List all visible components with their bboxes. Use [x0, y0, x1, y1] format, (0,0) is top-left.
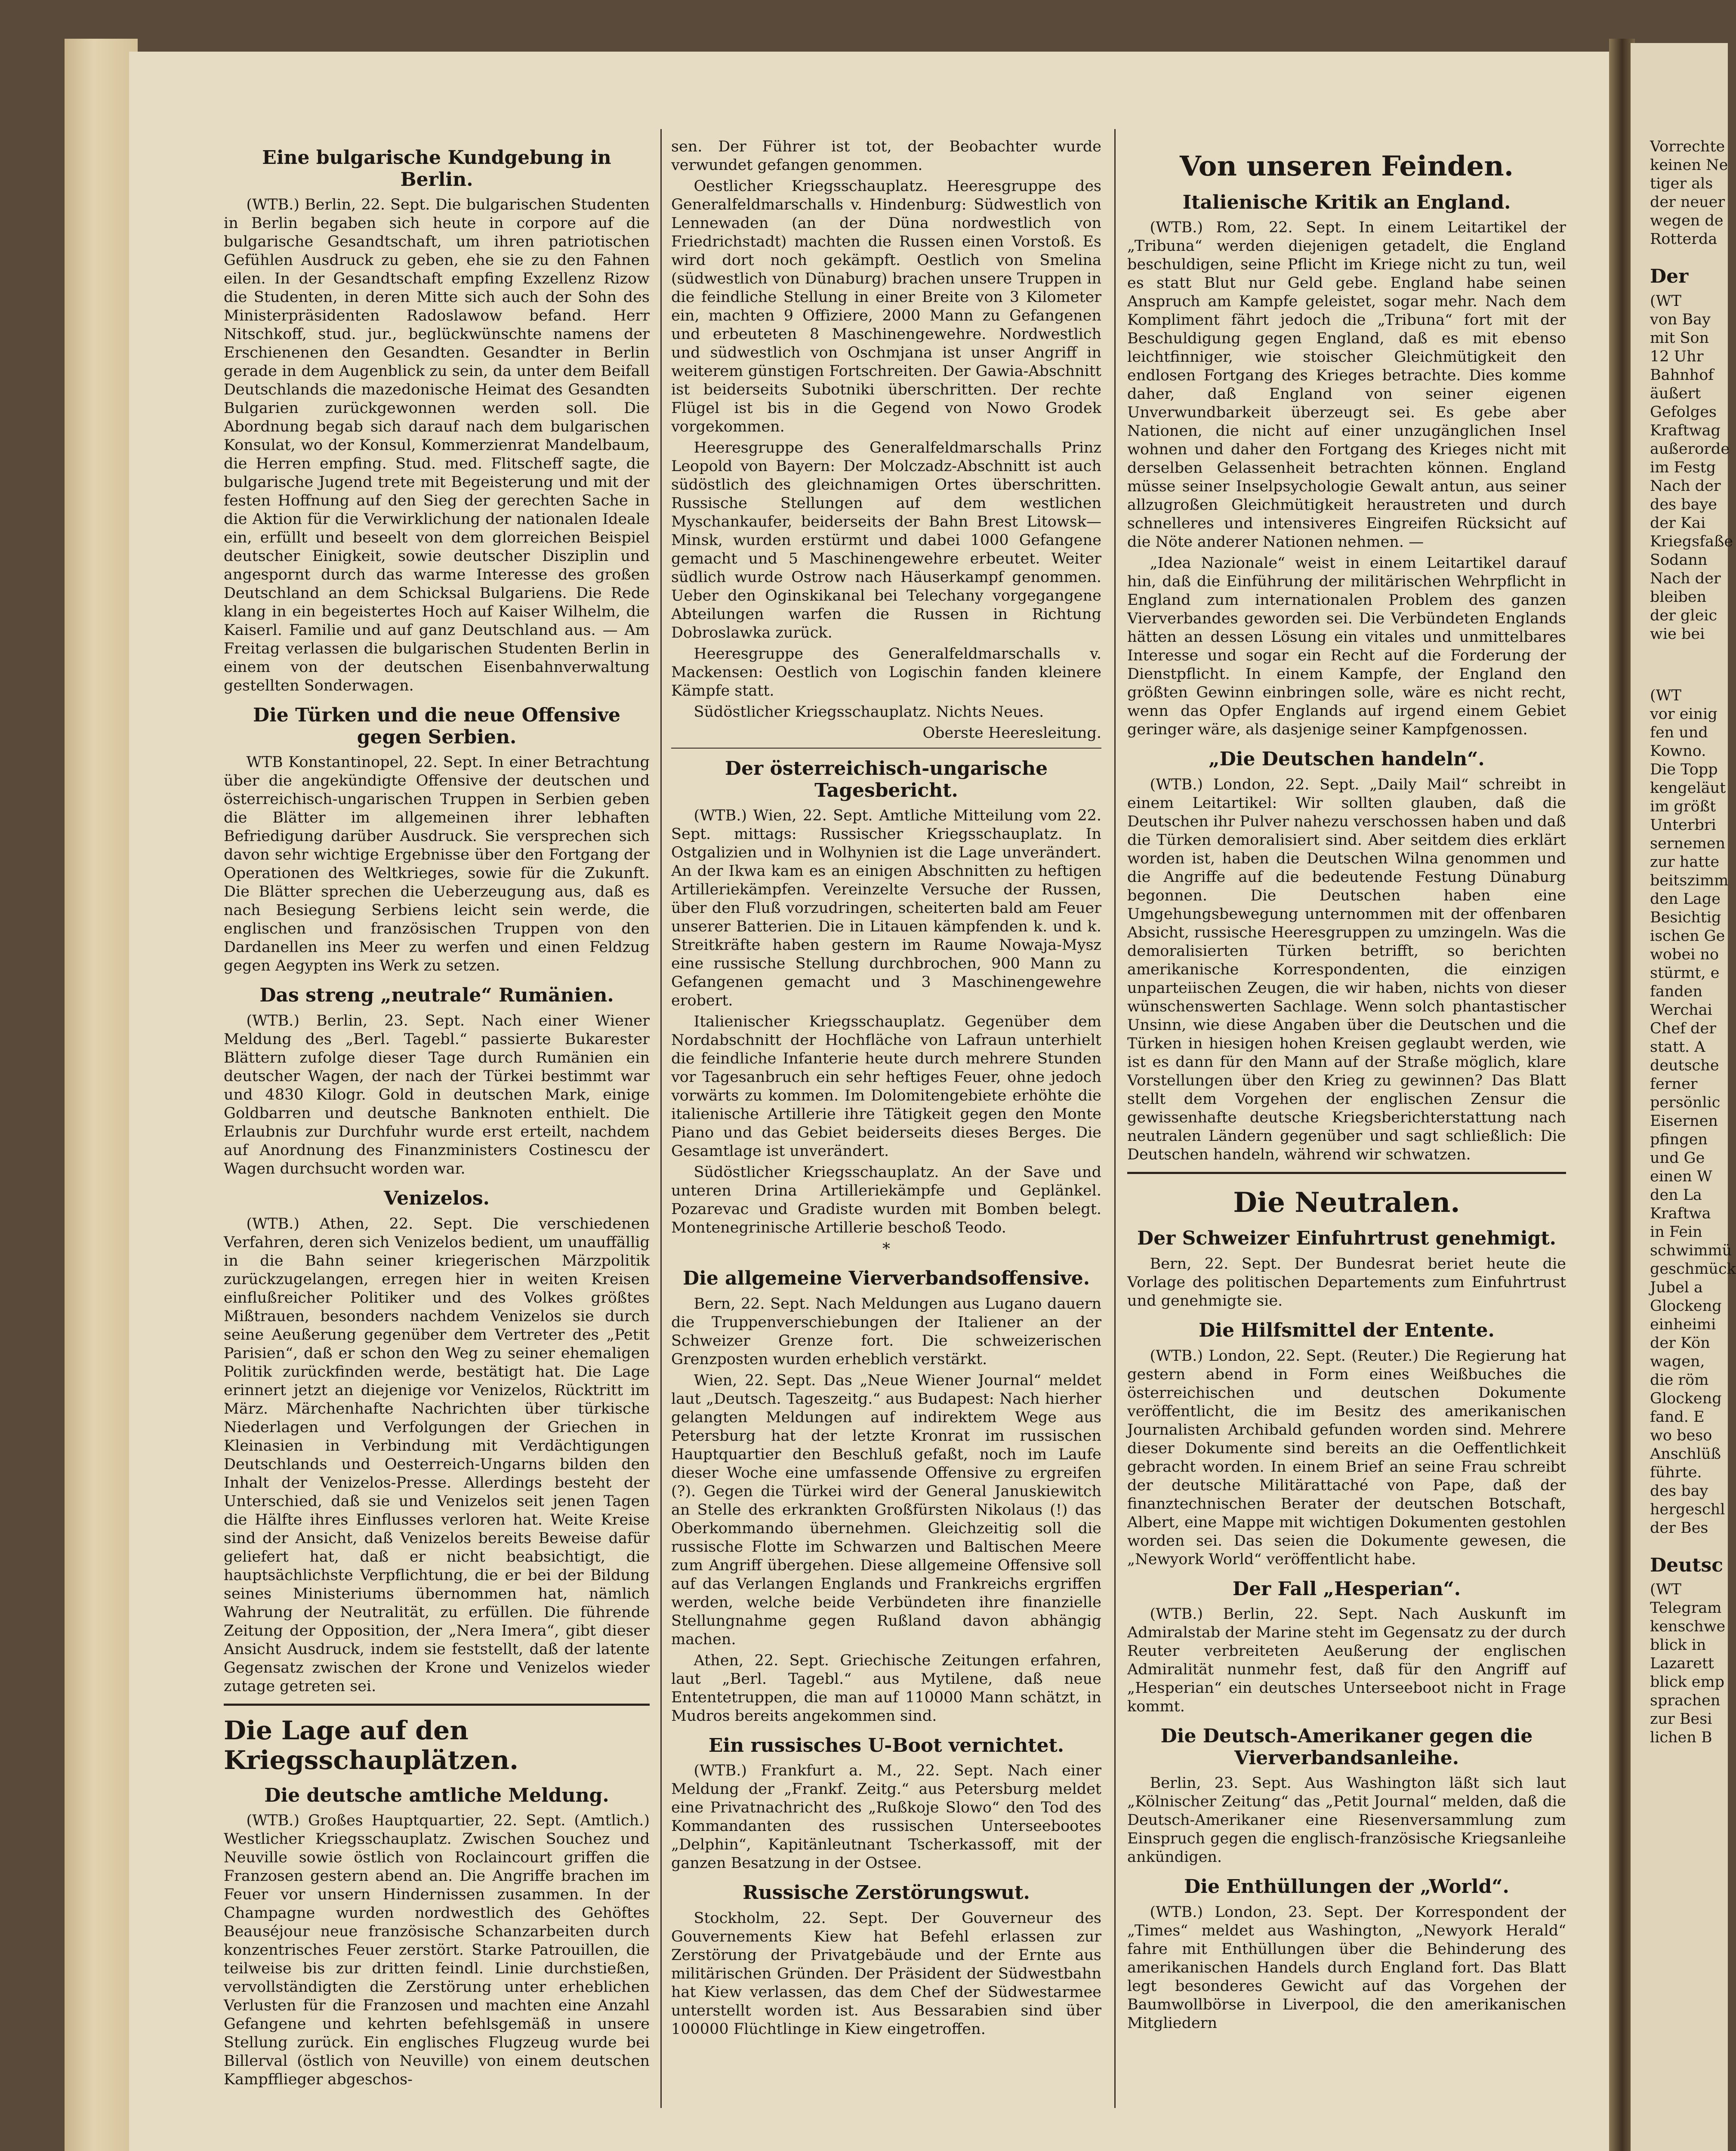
- article-swiss-trust: Bern, 22. Sept. Der Bundesrat beriet heute die Vorlage des politischen Departements zum Einfuhrtrust und genehmigte sie.: [1127, 1255, 1566, 1310]
- fragment-line: blick in: [1650, 1636, 1706, 1654]
- fragment-line: des baye: [1650, 496, 1717, 513]
- fragment-line: Jubel a: [1650, 1279, 1703, 1296]
- fragment-line: fanden: [1650, 983, 1703, 1000]
- fragment-line: zur Besi: [1650, 1710, 1712, 1728]
- article-idea-nazionale: „Idea Nazionale“ weist in einem Leitartikel darauf hin, daß die Einführung der militärischen Wehrpflicht in England zum internationalen Problem des ganzen Vierverbandes geworden sei. Die Verbündeten Englands hätten an dessen Lösung ein vitales und unmittelbares Interesse und sogar ein Recht auf die Forderung der Dienstpflicht. In einem Kampfe, der England den größten Gewinn einbringen solle, wäre es nicht recht, wenn das Opfer Englands auf irgend einem Gebiet geringer wäre, als dasjenige seiner Kampfgenossen.: [1127, 555, 1566, 739]
- fragment-line: fand. E: [1650, 1408, 1705, 1426]
- article-italian-front: Italienischer Kriegsschauplatz. Gegenüber dem Nordabschnitt der Hochfläche von Lafraun unterhielt die feindliche Infanterie heute durch mehrere Stunden vor Tagesanbruch ein sehr heftiges Feuer, ohne jedoch vorwärts zu kommen. Im Dolomitengebiete erhöhte die italienische Artillerie ihre Tätigkeit gegen den Monte Piano und das Gebiet beiderseits dieses Berges. Die Gesamtlage ist unverändert.: [671, 1013, 1101, 1160]
- fragment-line: stürmt, e: [1650, 964, 1720, 982]
- article-bulgarian-rally: (WTB.) Berlin, 22. Sept. Die bulgarischen Studenten in Berlin begaben sich heute in corpore auf die bulgarische Gesandtschaft, um ihren patriotischen Gefühlen Ausdruck zu geben, ehe sie zu den Fahnen eilen. In der Gesandtschaft empfing Exzellenz Rizow die Studenten, in deren Mitte sich auch der Sohn des Ministerpräsidenten Radoslawow befand. Herr Nitschkoff, stud. jur., beglückwünschte namens der Erschienenen den Gesandten. Gesandter in Berlin gerade in dem Augenblick zu sein, da unter dem Beifall Deutschlands die mazedonische Heimat des Gesandten Bulgarien zurückgewonnen werden soll. Die Abordnung begab sich darauf nach dem bulgarischen Konsulat, wo der Konsul, Kommerzienrat Mandelbaum, die Herren empfing. Stud. med. Flitscheff sagte, die bulgarische Jugend trete mit Begeisterung und mit der festen Hoffnung auf den Sieg der gerechten Sache in die Aktion für die Verwirklichung der nationalen Ideale ein, erfüllt und beseelt von dem glorreichen Beispiel deutscher Einigkeit, sowie deutscher Disziplin und angespornt durch das warme Interesse des großen Deutschland an dem Schicksal Bulgariens. Die Rede klang in ein begeistertes Hoch auf Kaiser Wilhelm, die Kaiserl. Familie und auf ganz Deutschland aus. — Am Freitag verlassen die bulgarischen Studenten Berlin in einem von der deutschen Eisenbahnverwaltung gestellten Sonderwagen.: [224, 196, 650, 695]
- fragment-line: Vorrechte: [1650, 138, 1725, 155]
- column-4-fragment: [1650, 138, 1736, 2151]
- asterisk-separator: *: [882, 1240, 890, 1258]
- fragment-line: Rotterda: [1650, 231, 1717, 248]
- fragment-line: sprachen: [1650, 1692, 1721, 1710]
- column-3: [1127, 138, 1566, 2032]
- fragment-line: (WT: [1650, 1581, 1681, 1599]
- fragment-line: im Festg: [1650, 459, 1716, 476]
- article-mackensen: Heeresgruppe des Generalfeldmarschalls v. Mackensen: Oestlich von Logischin fanden kleinere Kämpfe statt.: [671, 645, 1101, 700]
- headline-venizelos: Venizelos.: [384, 1187, 490, 1209]
- fragment-line: (WT: [1650, 292, 1681, 310]
- headline-destruction: Russische Zerstörungswut.: [743, 1882, 1030, 1904]
- fragment-line: und Ge: [1650, 1149, 1705, 1167]
- fragment-line: einheimi: [1650, 1316, 1716, 1333]
- article-bern: Bern, 22. Sept. Nach Meldungen aus Lugano dauern die Truppenverschiebungen der Italiener an der Schweizer Grenze fort. Die schweizerischen Grenzposten wurden erheblich verstärkt.: [671, 1295, 1101, 1368]
- headline-austro-hungarian: Der österreichisch-ungarische Tagesbericht.: [725, 758, 1048, 801]
- fragment-line: Unterbri: [1650, 816, 1716, 834]
- fragment-line: ischen Ge: [1650, 927, 1725, 945]
- fragment-line: des bay: [1650, 1482, 1708, 1500]
- column-2: [671, 138, 1101, 2117]
- fragment-line: Kriegsfaße: [1650, 533, 1733, 550]
- fragment-line: Werchai: [1650, 1001, 1712, 1019]
- article-hesperian: (WTB.) Berlin, 22. Sept. Nach Auskunft im Admiralstab der Marine steht im Gegensatz zu der durch Reuter verbreiteten Aeußerung der englischen Admiralität nunmehr fest, daß für den Angriff auf „Hesperian“ ein deutsches Unterseeboot nicht in Frage kommt.: [1127, 1606, 1566, 1716]
- article-italian-criticism: (WTB.) Rom, 22. Sept. In einem Leitartikel der „Tribuna“ werden diejenigen getadelt, die England beschuldigen, seine Pflicht im Kriege nicht zu tun, weil es statt Blut nur Geld gebe. England habe seinen Anspruch am Kampfe geleistet, sogar mehr. Nach dem Kompliment fährt jedoch die „Tribuna“ fort mit der Beschuldigung gegen England, daß es mit ebenso leichtfinniger, wie stoischer Gleichmütigkeit den endlosen Fortgang des Krieges betrachte. Dies komme daher, daß England von seiner eigenen Unverwundbarkeit überzeugt sei. Es gebe aber Nationen, die nicht auf einer unzugänglichen Insel wohnen und daher den Fortgang des Krieges nicht mit derselben Gelassenheit betrachten können. England müsse seiner Inselpsychologie Gewalt antun, aus seiner allzugroßen Gleichmütigkeit heraustreten und durch schnelleres und intensiveres Eingreifen Rücksicht auf die Nöte anderer Nationen nehmen. —: [1127, 219, 1566, 551]
- headline-entente-resources: Die Hilfsmittel der Entente.: [1199, 1319, 1495, 1341]
- fragment-line: Die Topp: [1650, 761, 1718, 778]
- fragment-headline-a: Der: [1650, 265, 1689, 287]
- fragment-line: im größt: [1650, 798, 1716, 815]
- headline-german-report: Die deutsche amtliche Meldung.: [264, 1784, 609, 1806]
- fragment-line: keinen Ne: [1650, 157, 1728, 174]
- fragment-line: bleiben: [1650, 588, 1707, 606]
- headline-german-americans: Die Deutsch-Amerikaner gegen die Vierverbandsanleihe.: [1160, 1725, 1533, 1769]
- headline-war-situation: Die Lage auf den Kriegsschauplätzen.: [224, 1715, 518, 1775]
- fragment-line: ferner: [1650, 1075, 1698, 1093]
- article-southeast: Südöstlicher Kriegsschauplatz. Nichts Neues.: [694, 703, 1044, 721]
- fragment-lines-d: [1650, 1581, 1727, 1747]
- fragment-line: der neuer: [1650, 194, 1725, 211]
- fragment-line: Nach der: [1650, 477, 1721, 495]
- headline-uboat: Ein russisches U-Boot vernichtet.: [708, 1734, 1064, 1757]
- fragment-line: den La: [1650, 1186, 1702, 1204]
- fragment-line: vor einig: [1650, 705, 1717, 723]
- fragment-line: statt. A: [1650, 1038, 1705, 1056]
- fragment-line: hergeschl: [1650, 1501, 1725, 1518]
- fragment-line: der Kön: [1650, 1334, 1710, 1352]
- headline-romania: Das streng „neutrale“ Rumänien.: [259, 984, 614, 1007]
- column-rule: [660, 129, 662, 2108]
- fragment-line: Glockeng: [1650, 1390, 1722, 1407]
- fragment-line: (WT: [1650, 687, 1681, 704]
- fragment-line: Chef der: [1650, 1020, 1716, 1037]
- section-divider: [224, 1704, 650, 1706]
- fragment-line: tiger als: [1650, 175, 1713, 192]
- fragment-line: einen W: [1650, 1168, 1712, 1185]
- headline-world-revelations: Die Enthüllungen der „World“.: [1184, 1876, 1509, 1898]
- fragment-line: den Lage: [1650, 890, 1721, 908]
- fragment-line: Glockeng: [1650, 1297, 1722, 1315]
- fragment-line: Sodann: [1650, 551, 1708, 569]
- article-wien: Wien, 22. Sept. Das „Neue Wiener Journal“ meldet laut „Deutsch. Tageszeitg.“ aus Budapest: Nach hierher gelangten Meldungen auf indirektem Wege aus Petersburg hat der letzte Kronrat im russischen Hauptquartier den Beschluß gefaßt, noch im Laufe dieser Woche eine umfassende Offensive zu ergreifen (?). Gegen die Türkei wird der General Januskiewitch an Stelle des erkrankten Großfürsten Nikolaus (!) das Oberkommando übernehmen. Gleichzeitig soll die russische Flotte im Schwarzen und Baltischen Meere zum Angriff übergehen. Diese allgemeine Offensive soll auf das Verlangen Englands und Frankreichs ergriffen werden, welche beide Verbündeten ihre finanzielle Stellungnahme gegen Rußland davon abhängig machen.: [671, 1371, 1101, 1648]
- article-uboat: (WTB.) Frankfurt a. M., 22. Sept. Nach einer Meldung der „Frankf. Zeitg.“ aus Petersburg meldet eine Privatnachricht des „Rußkoje Slowo“ den Tod des Kommandanten des russischen Unterseebootes „Delphin“, Kapitänleutnant Tscherkassoff, mit der ganzen Besatzung in der Ostsee.: [671, 1762, 1101, 1872]
- headline-bulgarian-rally: Eine bulgarische Kundgebung in Berlin.: [262, 147, 611, 191]
- fragment-line: Gefolges: [1650, 403, 1717, 421]
- article-southeast-2: Südöstlicher Kriegsschauplatz. An der Save und unteren Drina Artilleriekämpfe und Geplänkel. Pozarevac und Gradiste wurden mit Bomben belegt. Montenegrinische Artillerie beschoß Teodo.: [671, 1164, 1101, 1237]
- fragment-lines-a: [1650, 138, 1727, 249]
- fragment-line: sernemen: [1650, 835, 1726, 852]
- fragment-line: der Bes: [1650, 1519, 1708, 1537]
- fragment-line: persönlic: [1650, 1094, 1721, 1111]
- fragment-line: die röm: [1650, 1371, 1709, 1389]
- article-austro-hungarian: (WTB.) Wien, 22. Sept. Amtliche Mitteilung vom 22. Sept. mittags: Russischer Kriegsschauplatz. In Ostgalizien und in Wolhynien ist die Lage unverändert. An der Ikwa kam es an einigen Abschnitten zu heftigen Artilleriekämpfen. Vereinzelte Versuche der Russen, über den Fluß vorzudringen, scheiterten bald am Feuer unserer Batterien. Die in Litauen kämpfenden k. und k. Streitkräfte haben gestern im Raume Nowaja-Mysz eine russische Stellung durchbrochen, 900 Mann zu Gefangenen gemacht und 3 Maschinengewehre erobert.: [671, 807, 1101, 1010]
- headline-neutrals: Die Neutralen.: [1233, 1186, 1460, 1219]
- fragment-line: mit Son: [1650, 329, 1709, 347]
- article-destruction: Stockholm, 22. Sept. Der Gouverneur des Gouvernements Kiew hat Befehl erlassen zur Zerstörung der Privatgebäude und der Ernte aus militärischen Gründen. Der Präsident der Südwestbahn hat Kiew verlassen, das dem Chef der Südwestarmee unterstellt worden ist. Aus Bessarabien sind über 100000 Flüchtlinge in Kiew eingetroffen.: [671, 1909, 1101, 2038]
- fragment-line: Bahnhof: [1650, 366, 1714, 384]
- article-romania: (WTB.) Berlin, 23. Sept. Nach einer Wiener Meldung des „Berl. Tagebl.“ passierte Bukarester Blättern zufolge dieser Tage durch Rumänien ein deutscher Wagen, der nach der Türkei bestimmt war und 4830 Kilogr. Gold in deutschen Mark, einige Goldbarren und deutsche Banknoten enthielt. Die Erlaubnis zur Durchfuhr wurde erst erteilt, nachdem auf Anordnung des Finanzministers Costinescu der Wagen durchsucht worden war.: [224, 1012, 650, 1177]
- headline-swiss-trust: Der Schweizer Einfuhrtrust genehmigt.: [1137, 1227, 1556, 1250]
- fragment-line: außerorde: [1650, 440, 1730, 458]
- article-entente-resources: (WTB.) London, 22. Sept. (Reuter.) Die Regierung hat gestern abend in Form eines Weißbuches die österreichischen und deutschen Dokumente veröffentlicht, die im Besitz des amerikanischen Journalisten Archibald gefunden worden sind. Mehrere dieser Dokumente sind bereits an die Oeffentlichkeit gebracht worden. In einem Brief an seine Frau schreibt der deutsche Militärattaché von Pape, daß der finanztechnischen Berater der deutschen Botschaft, Albert, eine Mappe mit wichtigen Dokumenten gestohlen worden sei. Das seien die Dokumente gewesen, die „Newyork World“ veröffentlicht habe.: [1127, 1347, 1566, 1568]
- section-divider: [671, 748, 1101, 749]
- fragment-line: wie bei: [1650, 625, 1705, 643]
- fragment-line: führte.: [1650, 1464, 1702, 1481]
- fragment-line: in Fein: [1650, 1223, 1702, 1241]
- fragment-line: beitszimm: [1650, 872, 1729, 889]
- fragment-line: zur hatte: [1650, 853, 1720, 871]
- fragment-line: der gleic: [1650, 607, 1717, 624]
- fragment-line: lichen B: [1650, 1729, 1712, 1747]
- headline-germans-act: „Die Deutschen handeln“.: [1209, 748, 1485, 770]
- fragment-line: schwimmü: [1650, 1242, 1732, 1259]
- fragment-line: der Kai: [1650, 514, 1706, 532]
- fragment-line: kengeläut: [1650, 779, 1726, 797]
- article-eastern-front: Oestlicher Kriegsschauplatz. Heeresgruppe des Generalfeldmarschalls v. Hindenburg: Südwestlich von Lennewaden (an der Düna nordwestlich von Friedrichstadt) machten die Russen einen Vorstoß. Es wird dort noch gekämpft. Oestlich von Smelina (südwestlich von Dünaburg) brachen unsere Truppen in die feindliche Stellung in einer Breite von 3 Kilometer ein, machten 9 Offiziere, 2000 Mann zu Gefangenen und erbeuteten 8 Maschinengewehre. Nordwestlich und südwestlich von Oschmjana ist unser Angriff in weiterem günstigen Fortschreiten. Der Gawia-Abschnitt ist beiderseits Subotniki überschritten. Der rechte Flügel ist bis in die Gegend von Nowo Grodek vorgekommen.: [671, 178, 1101, 435]
- fragment-line: fen und: [1650, 724, 1708, 741]
- fragment-line: Telegram: [1650, 1599, 1722, 1617]
- fragment-line: Besichtig: [1650, 909, 1721, 926]
- article-german-americans: Berlin, 23. Sept. Aus Washington läßt sich laut „Kölnischer Zeitung“ das „Petit Journal“ melden, daß die Deutsch-Amerikaner eine Riesenversammlung zum Einspruch gegen die englisch-französische Kriegsanleihe ankündigen.: [1127, 1775, 1566, 1866]
- fragment-line: 12 Uhr: [1650, 348, 1704, 365]
- fragment-line: blick emp: [1650, 1673, 1725, 1691]
- headline-hesperian: Der Fall „Hesperian“.: [1232, 1578, 1461, 1600]
- column-rule: [1114, 129, 1116, 2108]
- fragment-line: wagen,: [1650, 1353, 1705, 1370]
- fragment-lines-b: [1650, 292, 1733, 644]
- section-divider: [1127, 1172, 1566, 1174]
- fragment-line: deutsche: [1650, 1057, 1719, 1074]
- article-athen: Athen, 22. Sept. Griechische Zeitungen erfahren, laut „Berl. Tagebl.“ aus Mytilene, daß neue Ententetruppen, die man auf 110000 Mann schätzt, in Mudros bereits angekommen sind.: [671, 1652, 1101, 1725]
- article-venizelos: (WTB.) Athen, 22. Sept. Die verschiedenen Verfahren, deren sich Venizelos bedient, um unauffällig in die Bahn seiner kriegerischen Märzpolitik zurückzugelangen, erregen hier in weiten Kreisen einflußreicher Politiker und des Volkes größtes Mißtrauen, besonders nachdem Venizelos sie durch seine Aeußerung gegenüber dem Vertreter des „Petit Parisien“, daß er schon den Weg zu seiner ehemaligen Politik zurückfinden werde, bestätigt hat. Die Lage erinnert jetzt an diejenige vor Venizelos, Rücktritt im März. Märchenhafte Nachrichten über türkische Niederlagen und Verfolgungen der Griechen in Kleinasien in Verbindung mit Verdächtigungen Deutschlands und Oesterreich-Ungarns bilden den Inhalt der Venizelos-Presse. Allerdings besteht der Unterschied, daß sie und Venizelos seit jenen Tagen die Hälfte ihres Einflusses verloren hat. Weite Kreise sind der Ansicht, daß Venizelos bereits Beweise dafür geliefert hat, daß er nicht beabsichtigt, die hauptsächlichste Verpflichtung, die er bei der Bildung seines Ministeriums übernommen hat, nämlich Wahrung der Neutralität, zu erfüllen. Die führende Zeitung der Opposition, der „Nera Imera“, gibt dieser Ansicht Ausdruck, indem sie feststellt, daß der latente Gegensatz zwischen der Krone und Venizelos wieder zutage getreten sei.: [224, 1215, 650, 1695]
- article-german-report: (WTB.) Großes Hauptquartier, 22. Sept. (Amtlich.) Westlicher Kriegsschauplatz. Zwischen Souchez und Neuville sowie östlich von Roclaincourt griffen die Franzosen gestern abend an. Die Angriffe brachen im Feuer vor unsern Hindernissen zusammen. In der Champagne wurden nordwestlich des Gehöftes Beauséjour neue französische Schanzarbeiten durch konzentrisches Feuer zerstört. Starke Patrouillen, die teilweise bis zur dritten feindl. Linie durchstießen, vervollständigten die Zerstörung unter erheblichen Verlusten für die Franzosen und machten eine Anzahl Gefangene und kehrten befehlsgemäß in unsere Stellung zurück. Ein englisches Flugzeug wurde bei Billerval (östlich von Neuville) von einem deutschen Kampfflieger abgeschos-: [224, 1812, 650, 2089]
- article-turks-offensive: WTB Konstantinopel, 22. Sept. In einer Betrachtung über die angekündigte Offensive der deutschen und österreichisch-ungarischen Truppen in Serbien geben die Blätter im allgemeinen ihrer lebhaften Befriedigung darüber Ausdruck. Sie versprechen sich davon sehr wichtige Ergebnisse über den Fortgang der Operationen des Weltkrieges, sowie für die Zukunft. Die Blätter sprechen die Ueberzeugung aus, daß es nach Besiegung Serbiens leicht sein werde, die englischen und französischen Truppen von den Dardanellen ins Meer zu werfen und einen Feldzug gegen Aegypten ins Werk zu setzen.: [224, 754, 650, 975]
- fragment-line: von Bay: [1650, 311, 1711, 328]
- headline-quadruple-offensive: Die allgemeine Vierverbandsoffensive.: [682, 1267, 1090, 1290]
- fragment-line: äußert: [1650, 385, 1701, 402]
- fragment-line: Nach der: [1650, 570, 1721, 587]
- article-world-revelations: (WTB.) London, 23. Sept. Der Korrespondent der „Times“ meldet aus Washington, „Newyork Herald“ fahre mit Enthüllungen über die Behinderung des amerikanischen Handels durch England fort. Das Blatt legt besonderes Gewicht auf das Vorgehen der Baumwollbörse in Liverpool, die den amerikanischen Mitgliedern: [1127, 1903, 1566, 2032]
- article-continuation: sen. Der Führer ist tot, der Beobachter wurde verwundet gefangen genommen.: [671, 138, 1101, 174]
- fragment-line: kenschwe: [1650, 1618, 1726, 1636]
- fragment-line: wobei no: [1650, 946, 1719, 963]
- headline-turks-offensive: Die Türken und die neue Offensive gegen Serbien.: [253, 704, 621, 748]
- fragment-line: Lazarett: [1650, 1655, 1714, 1673]
- fragment-line: geschmück: [1650, 1260, 1736, 1278]
- article-leopold: Heeresgruppe des Generalfeldmarschalls Prinz Leopold von Bayern: Der Molczadz-Abschnitt ist auch südöstlich des gleichnamigen Ortes überschritten. Russische Stellungen auf dem westlichen Myschankaufer, beiderseits der Bahn Brest Litowsk—Minsk, wurden erstürmt und dabei 1000 Gefangene gemacht und 5 Maschinengewehre erbeutet. Weiter südlich wurde Ostrow nach Häuserkampf genommen. Ueber den Oginskikanal bei Telechany vorgegangene Abteilungen warfen die Russen in Richtung Dobroslawka zurück.: [671, 439, 1101, 641]
- fragment-line: Anschlüß: [1650, 1445, 1721, 1463]
- fragment-line: wo beso: [1650, 1427, 1712, 1444]
- fragment-line: Kraftwa: [1650, 1205, 1711, 1222]
- fragment-line: Kowno.: [1650, 742, 1706, 760]
- fragment-line: Eisernen: [1650, 1112, 1718, 1130]
- signature-oberste: Oberste Heeresleitung.: [922, 724, 1101, 742]
- fragment-line: wegen de: [1650, 212, 1724, 229]
- fragment-line: pfingen: [1650, 1131, 1708, 1148]
- headline-italian-criticism: Italienische Kritik an England.: [1182, 191, 1511, 213]
- fragment-lines-c: [1650, 687, 1736, 1538]
- column-1: [224, 138, 650, 2125]
- fragment-headline-b: Deutsc: [1650, 1554, 1724, 1576]
- article-germans-act: (WTB.) London, 22. Sept. „Daily Mail“ schreibt in einem Leitartikel: Wir sollten glauben, daß die Deutschen ihr Pulver nahezu verschossen haben und daß die Türken demoralisiert sind. Aber seitdem dies erklärt worden ist, haben die Deutschen Wilna genommen und die Angriffe auf die bedeutende Festung Dünaburg begonnen. Die Deutschen haben eine Umgehungsbewegung unternommen mit der offenbaren Absicht, russische Heeresgruppen zu umzingeln. Was die demoralisierten Türken betrifft, so berichten amerikanische Korrespondenten, die einzigen unparteiischen Zeugen, die wir haben, nichts von dieser wünschenswerten Sachlage. Wenn solch phantastischer Unsinn, wie diese Angaben über die Deutschen und die Türken in hiesigen hohen Kreisen geglaubt werden, wie ist es dann für den Mann auf der Straße möglich, klare Vorstellungen über den Krieg zu gewinnen? Das Blatt stellt dem Vorgehen der englischen Zensur die gewissenhafte deutsche Kriegsberichterstattung nach neutralen Ländern gegenüber und sagt schließlich: Die Deutschen handeln, während wir schwatzen.: [1127, 776, 1566, 1163]
- headline-enemies: Von unseren Feinden.: [1179, 150, 1514, 182]
- book-page-edge: [65, 39, 138, 2151]
- fragment-line: Kraftwag: [1650, 422, 1721, 439]
